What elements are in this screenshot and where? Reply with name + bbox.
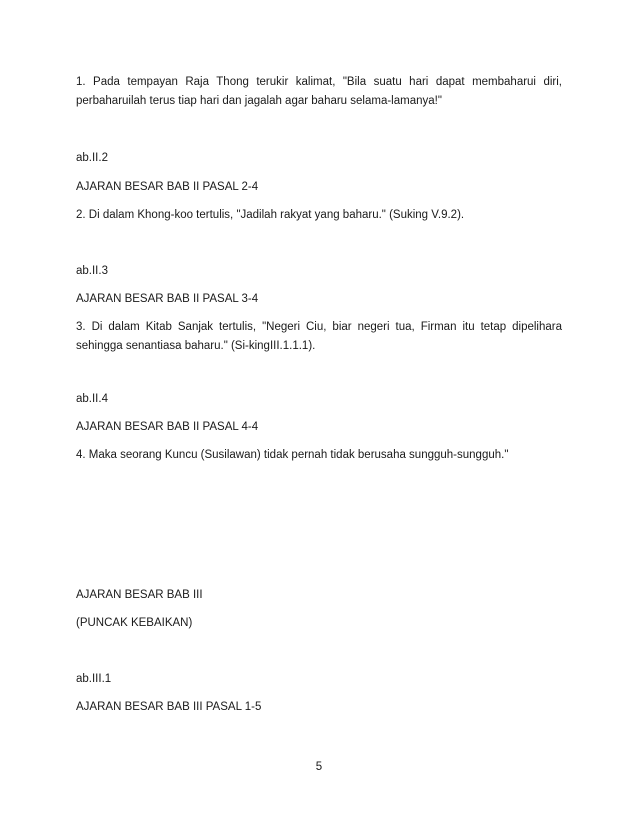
chapter-title: AJARAN BESAR BAB III	[76, 589, 203, 601]
section-code-ab-ii-3: ab.II.3	[76, 265, 108, 277]
section-heading-pasal-3: AJARAN BESAR BAB II PASAL 3-4	[76, 293, 259, 305]
section-heading-bab-iii-pasal-1: AJARAN BESAR BAB III PASAL 1-5	[76, 701, 262, 713]
section-code-ab-ii-2: ab.II.2	[76, 152, 108, 164]
paragraph-pasal-4: 4. Maka seorang Kuncu (Susilawan) tidak pernah tidak berusaha sungguh-sungguh."	[76, 449, 509, 461]
section-code-ab-ii-4: ab.II.4	[76, 393, 108, 405]
paragraph-pasal-1: 1. Pada tempayan Raja Thong terukir kalimat, "Bila suatu hari dapat membaharui diri, perbaharuilah terus tiap hari dan jagalah agar baharu selama-lamanya!"	[76, 76, 562, 107]
paragraph-pasal-2: 2. Di dalam Khong-koo tertulis, "Jadilah rakyat yang baharu." (Suking V.9.2).	[76, 209, 465, 221]
page-number: 5	[315, 761, 323, 773]
section-heading-pasal-4: AJARAN BESAR BAB II PASAL 4-4	[76, 421, 259, 433]
section-code-ab-iii-1: ab.III.1	[76, 673, 112, 685]
paragraph-pasal-3: 3. Di dalam Kitab Sanjak tertulis, "Negeri Ciu, biar negeri tua, Firman itu tetap dipelihara sehingga senantiasa baharu." (Si-kingIII.1.1.1).	[76, 321, 562, 352]
section-heading-pasal-2: AJARAN BESAR BAB II PASAL 2-4	[76, 181, 259, 193]
chapter-subtitle: (PUNCAK KEBAIKAN)	[76, 617, 193, 629]
